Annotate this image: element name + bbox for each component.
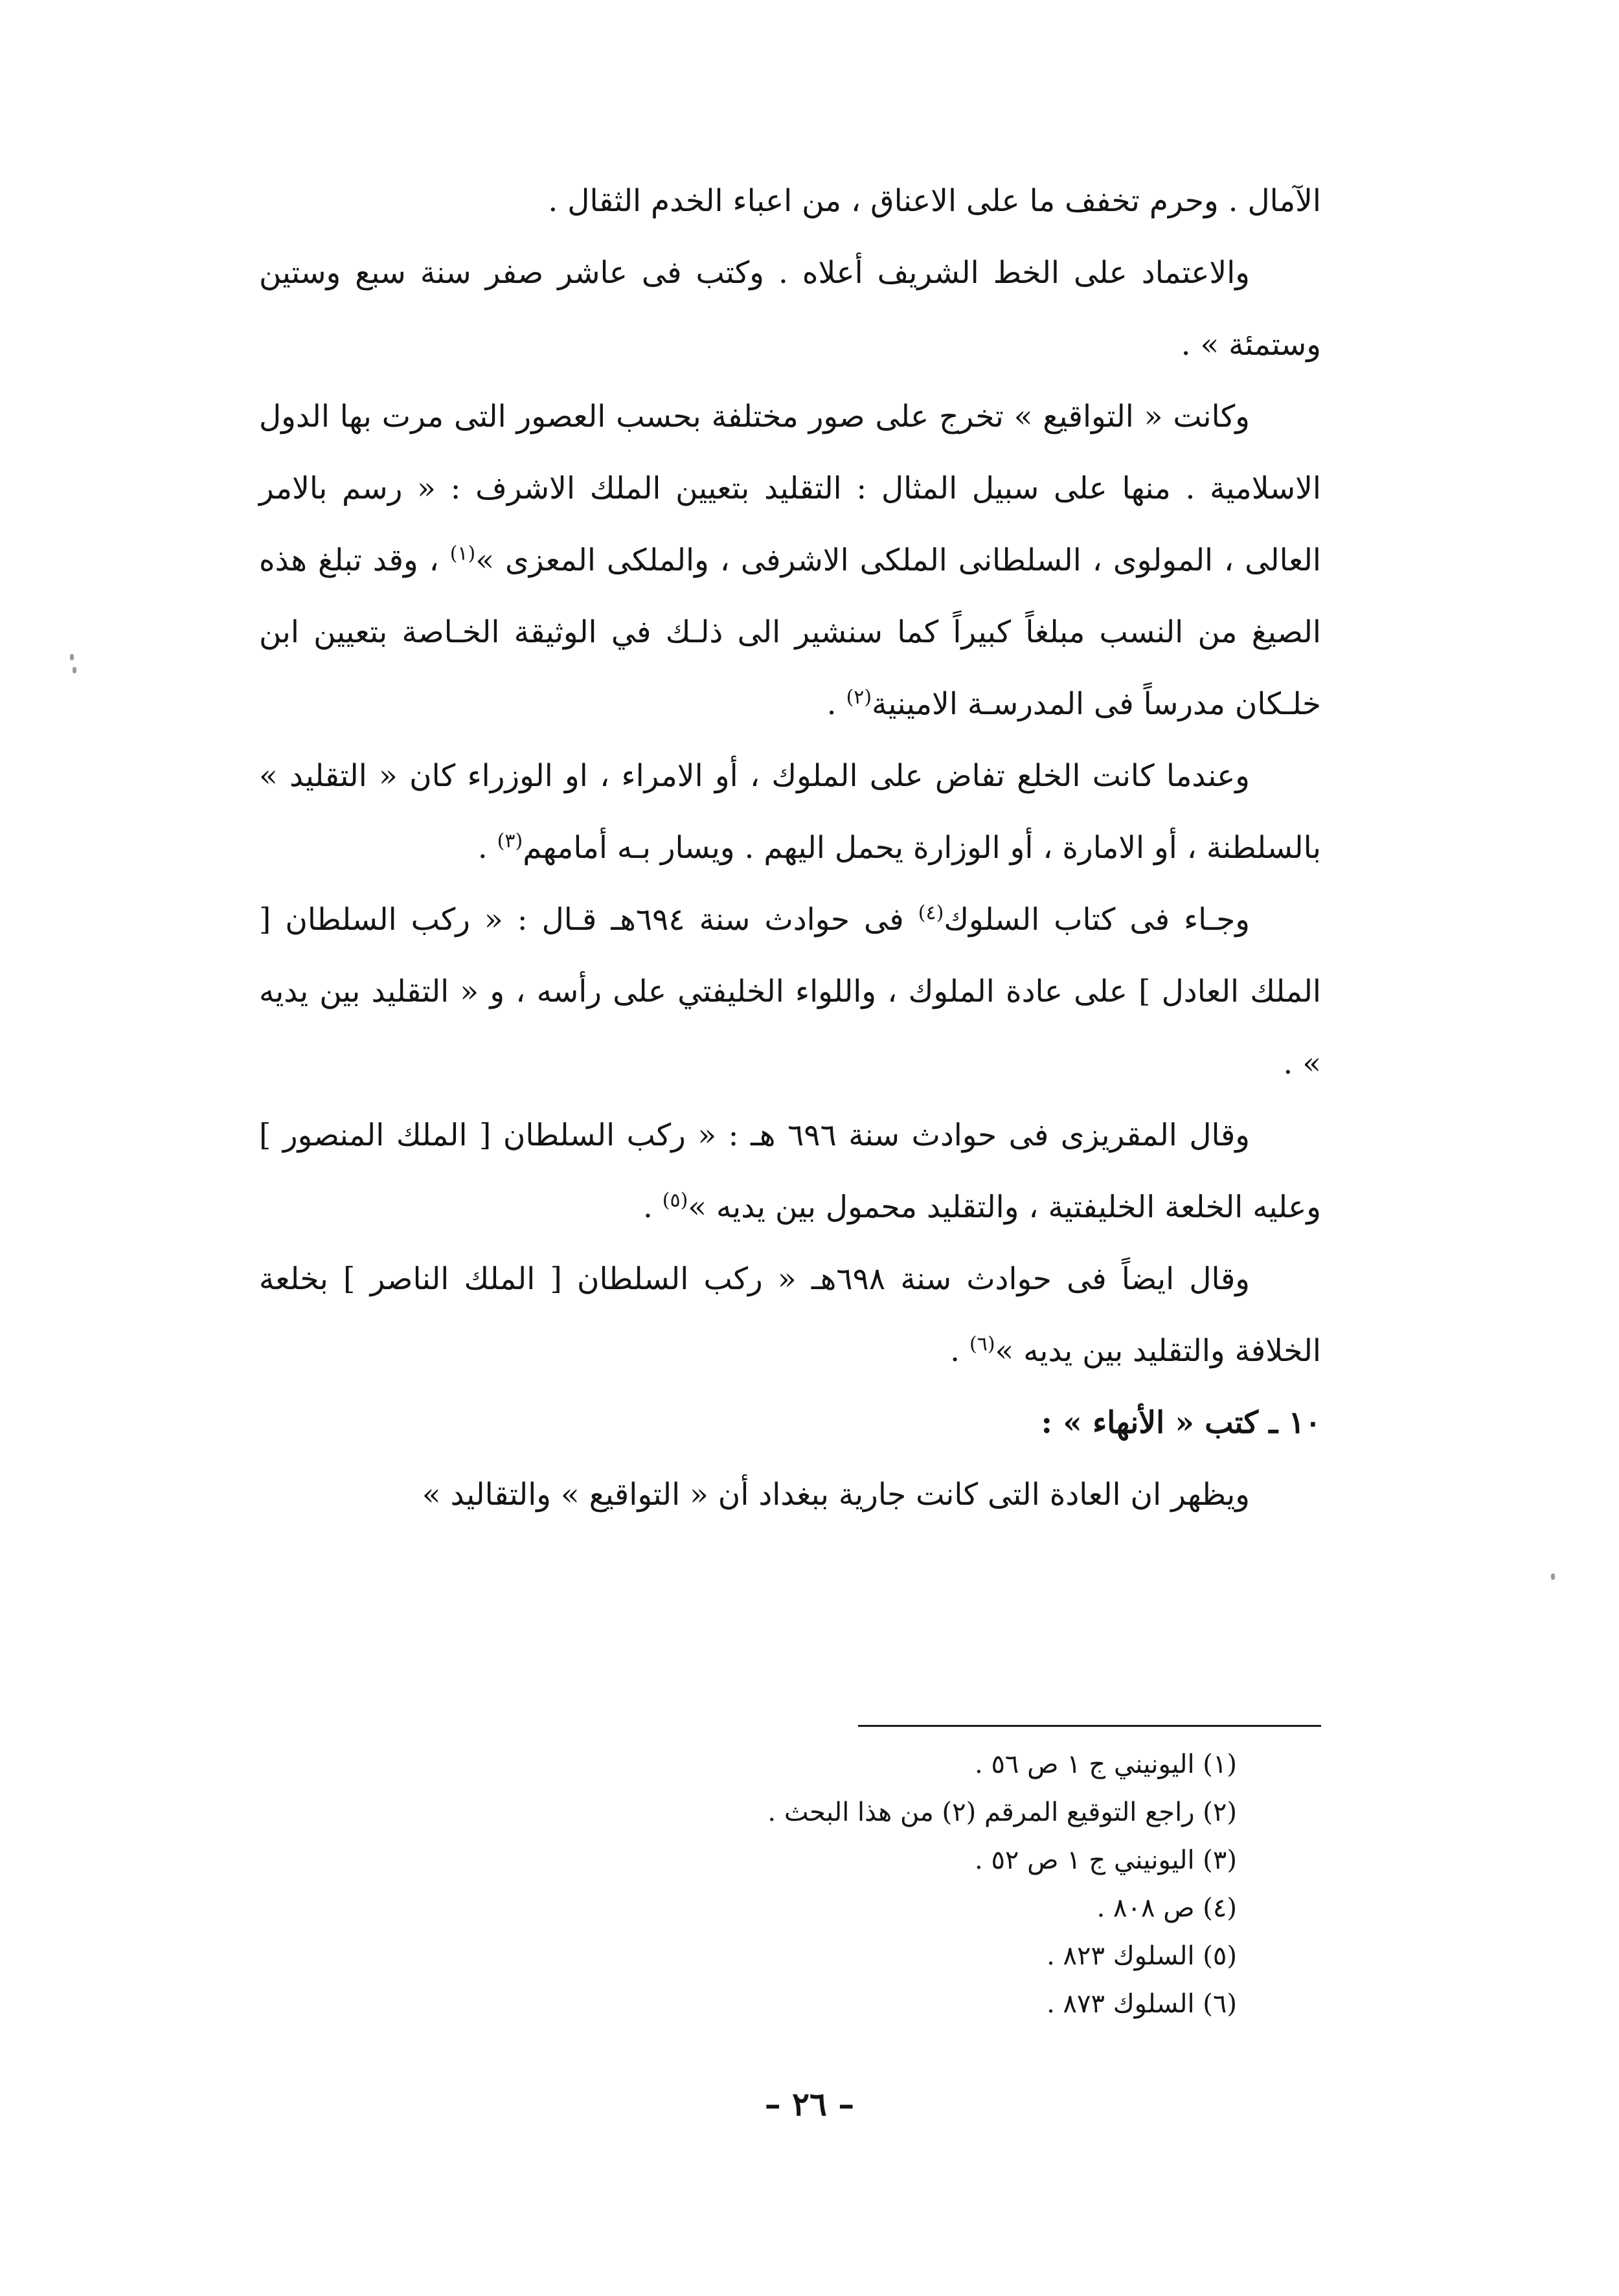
footnote-1: (١) اليونيني ج ١ ص ٥٦ . [975, 1750, 1237, 1779]
paragraph-1 [259, 165, 1321, 237]
paragraph-2 [259, 237, 1321, 381]
scan-speck [1551, 1573, 1555, 1580]
paragraph-text: وقال ايضاً فى حوادث سنة ٦٩٨هـ « ركب السلطان [ الملك الناصر ] بخلعة الخلافة والتقليد بين يديه » [259, 1261, 1321, 1369]
paragraph-3 [259, 381, 1321, 740]
footnote-ref: (١) [449, 542, 476, 565]
paragraph-6 [259, 1099, 1321, 1243]
paragraph-text: . [477, 830, 497, 866]
paragraph-4 [259, 740, 1321, 884]
paragraph-text: وجـاء فى كتاب السلوك [944, 902, 1251, 938]
main-text [259, 165, 1321, 1531]
scan-speck [70, 654, 74, 660]
section-heading [259, 1387, 1321, 1459]
page-number: – ٢٦ – [764, 2085, 855, 2123]
footnote-divider [858, 1725, 1321, 1727]
paragraph-text: وعندما كانت الخلع تفاض على الملوك ، أو الامراء ، او الوزراء كان « التقليد » بالسلطنة ، أو الامارة ، أو الوزارة يحمل اليهم . ويسار بـه أمامهم [259, 758, 1321, 866]
footnote-4: (٤) ص ٨٠٨ . [1096, 1893, 1237, 1923]
paragraph-text: وكانت « التواقيع » تخرج على صور مختلفة بحسب العصور التى مرت بها الدول الاسلامية . منها على سبيل المثال : التقليد بتعيين الملك الاشرف : « رسم بالامر العالى ، المولوى ، السلطانى الملكى الاشرفى ، والملكى المعزى » [259, 399, 1321, 578]
footnote-ref: (٣) [497, 829, 523, 853]
footnote-ref: (٤) [918, 901, 944, 925]
footnotes-list [453, 1740, 1237, 2028]
footnote-6: (٦) السلوك ٨٧٣ . [1047, 1989, 1237, 2019]
scan-speck [73, 667, 76, 673]
footnote-3: (٣) اليونيني ج ١ ص ٥٢ . [975, 1845, 1237, 1875]
paragraph-text: . [950, 1333, 969, 1369]
paragraph-text: وقال المقريزى فى حوادث سنة ٦٩٦ هـ : « ركب السلطان [ الملك المنصور ] وعليه الخلعة الخليفتية ، والتقليد محمول بين يديه » [259, 1118, 1321, 1225]
footnote-ref: (٥) [662, 1189, 688, 1212]
paragraph-text: . [826, 686, 846, 722]
heading-colon: : [1041, 1405, 1063, 1441]
paragraph-5 [259, 884, 1321, 1099]
paragraph-7 [259, 1243, 1321, 1387]
footnote-ref: (٢) [846, 686, 872, 709]
paragraph-text: والاعتماد على الخط الشريف أعلاه . وكتب فى عاشر صفر سنة سبع وستين وستمئة » . [259, 255, 1321, 363]
paragraph-text: ويظهر ان العادة التى كانت جارية ببغداد أن « التواقيع » والتقاليد » [422, 1477, 1250, 1513]
paragraph-text: . [642, 1189, 662, 1225]
heading-number: ١٠ ـ كتب [1205, 1405, 1321, 1441]
paragraph-text: ، وقد تبلغ هذه الصيغ من النسب مبلغاً كبيراً كما سنشير الى ذلـك في الوثيقة الخـاصة بتعيين ابن خلـكان مدرساً فى المدرسـة الامينية [259, 543, 1321, 722]
heading-title: « الأنهاء » [1063, 1405, 1194, 1441]
footnote-2: (٢) راجع التوقيع المرقم (٢) من هذا البحث . [767, 1797, 1237, 1827]
footnote-5: (٥) السلوك ٨٢٣ . [1047, 1941, 1237, 1971]
paragraph-text: فى حوادث سنة ٦٩٤هـ قـال : « ركب السلطان [ الملك العادل ] على عادة الملوك ، واللواء الخليفتي على رأسه ، و « التقليد بين يديه » . [259, 902, 1321, 1081]
paragraph-text: الآمال . وحرم تخفف ما على الاعناق ، من اعباء الخدم الثقال . [548, 183, 1321, 219]
footnote-ref: (٦) [969, 1333, 995, 1356]
paragraph-8 [259, 1459, 1321, 1531]
